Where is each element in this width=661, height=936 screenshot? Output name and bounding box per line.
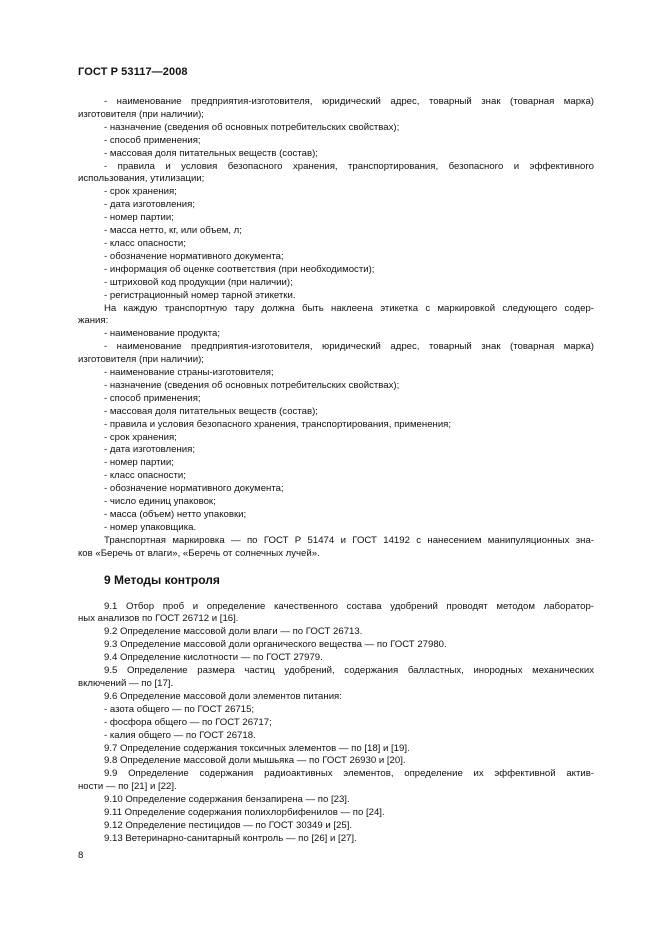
text-line: - наименование предприятия-изготовителя, юридический адрес, товарный знак (товарная марка) (104, 341, 594, 353)
method-line: - азота общего — по ГОСТ 26715; (104, 703, 255, 715)
text-line: - правила и условия безопасного хранения, транспортирования, безопасного и эффективного (104, 160, 594, 172)
method-line: включений — по [17]. (78, 677, 174, 689)
page-body (78, 96, 594, 846)
text-line: - назначение (сведения об основных потребительских свойствах); (104, 121, 400, 133)
method-line: 9.3 Определение массовой доли органического вещества — по ГОСТ 27980. (104, 639, 447, 651)
text-line: использования, утилизации; (78, 173, 205, 185)
text-line: - дата изготовления; (104, 444, 195, 456)
text-line: - информация об оценке соответствия (при необходимости); (104, 263, 375, 275)
method-line: ных анализов по ГОСТ 26712 и [16]. (78, 613, 239, 625)
method-line: - калия общего — по ГОСТ 26718. (104, 729, 256, 741)
text-line: - регистрационный номер тарной этикетки. (104, 289, 296, 301)
text-line: - массовая доля питательных веществ (состав); (104, 147, 318, 159)
text-line: - способ применения; (104, 134, 201, 146)
text-line: - правила и условия безопасного хранения, транспортирования, применения; (104, 418, 452, 430)
text-line: - штриховой код продукции (при наличии); (104, 276, 293, 288)
method-line: 9.1 Отбор проб и определение качественного состава удобрений проводят методом лаборатор- (104, 600, 594, 612)
text-line: - масса (объем) нетто упаковки; (104, 509, 247, 520)
text-line: - наименование продукта; (104, 328, 221, 340)
text-line: - номер партии; (104, 212, 174, 224)
text-line: На каждую транспортную тару должна быть наклеена этикетка с маркировкой следующего содер- (104, 302, 594, 314)
text-line: - наименование предприятия-изготовителя, юридический адрес, товарный знак (товарная марка) (104, 96, 594, 107)
text-line: - массовая доля питательных веществ (состав); (104, 405, 318, 417)
text-line: - дата изготовления; (104, 199, 195, 211)
text-line: - наименование страны-изготовителя; (104, 367, 274, 379)
text-line: жания: (78, 315, 109, 327)
method-line: 9.13 Ветеринарно-санитарный контроль — по [26] и [27]. (104, 832, 357, 844)
text-line: Транспортная маркировка — по ГОСТ Р 51474 и ГОСТ 14192 с нанесением манипуляционных зна- (104, 534, 594, 546)
document-header: ГОСТ Р 53117—2008 (78, 66, 188, 78)
page-number: 8 (78, 850, 84, 861)
method-line: 9.6 Определение массовой доли элементов питания: (104, 690, 342, 702)
text-line: - масса нетто, кг, или объем, л; (104, 225, 242, 237)
text-line: - срок хранения; (104, 186, 177, 198)
text-line: - число единиц упаковок; (104, 496, 216, 508)
method-line: 9.7 Определение содержания токсичных элементов — по [18] и [19]. (104, 742, 410, 754)
method-line: ности — по [21] и [22]. (78, 781, 177, 793)
section-title: 9 Методы контроля (104, 572, 220, 587)
method-line: 9.10 Определение содержания бензапирена — по [23]. (104, 794, 350, 806)
method-line: 9.8 Определение массовой доли мышьяка — по ГОСТ 26930 и [20]. (104, 755, 406, 767)
method-line: 9.5 Определение размера частиц удобрений, содержания балластных, инородных механических (104, 665, 594, 677)
text-line: - срок хранения; (104, 431, 177, 443)
control-methods (78, 601, 594, 846)
text-line: - номер партии; (104, 457, 174, 469)
text-line: - назначение (сведения об основных потребительских свойствах); (104, 379, 400, 391)
text-line: - способ применения; (104, 392, 201, 404)
text-line: ков «Беречь от влаги», «Беречь от солнечных лучей». (78, 547, 320, 559)
text-line: - номер упаковщика. (104, 521, 197, 533)
method-line: 9.9 Определение содержания радиоактивных элементов, определение их эффективной актив- (104, 768, 594, 780)
method-line: 9.4 Определение кислотности — по ГОСТ 27979. (104, 652, 323, 664)
method-line: - фосфора общего — по ГОСТ 26717; (104, 716, 272, 728)
text-line: изготовителя (при наличии); (78, 354, 204, 366)
text-line: - класс опасности; (104, 470, 186, 482)
method-line: 9.2 Определение массовой доли влаги — по ГОСТ 26713. (104, 626, 363, 638)
method-line: 9.11 Определение содержания полихлорбифенилов — по [24]. (104, 807, 385, 819)
method-line: 9.12 Определение пестицидов — по ГОСТ 30349 и [25]. (104, 819, 353, 831)
marking-requirements (78, 96, 594, 561)
text-line: - обозначение нормативного документа; (104, 483, 284, 495)
text-line: - класс опасности; (104, 237, 186, 249)
text-line: изготовителя (при наличии); (78, 108, 204, 120)
text-line: - обозначение нормативного документа; (104, 250, 284, 262)
